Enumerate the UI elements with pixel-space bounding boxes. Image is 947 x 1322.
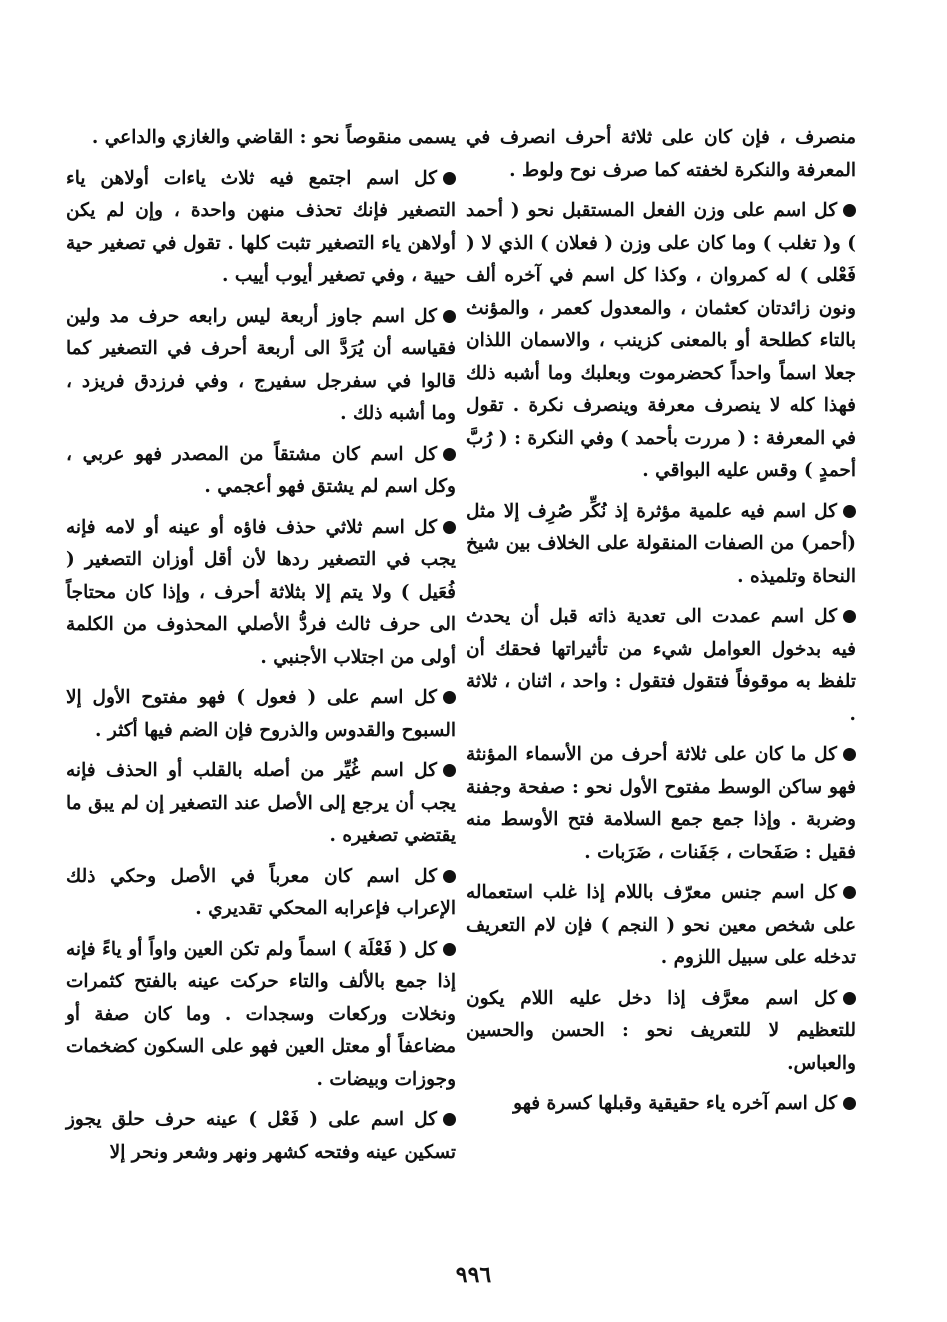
bullet-icon (443, 764, 456, 777)
paragraph (466, 739, 856, 869)
paragraph (466, 122, 856, 187)
paragraph-text: كل اسم اجتمع فيه ثلاث ياءات أولاهن ياء التصغير فإنك تحذف منهن واحدة ، وإن لم يكن أولاهن ياء التصغير تثبت كلها . تقول في تصغير حية حيية ، وفي تصغير أيوب أييب . (66, 167, 456, 286)
paragraph-text: كل اسم على ( فعول ) فهو مفتوح الأول إلا السبوح والقدوس والذروح فإن الضم فيها أكثر . (66, 687, 456, 741)
paragraph-text: كل اسم جاوز أربعة ليس رابعه حرف مد ولين فقياسه أن يُرَدَّ الى أربعة أحرف في التصغير كما قالوا في سفرجل سفيرج ، وفي فرزدق فريزد ، وما أشبه ذلك . (66, 305, 456, 424)
paragraph-text: كل ما كان على ثلاثة أحرف من الأسماء المؤنثة فهو ساكن الوسط مفتوح الأول نحو : صفحة وجفنة وضربة . وإذا جمع جمع السلامة فتح الأوسط منه فقيل : صَفَحات ، جَفَنات ، ضَرَبات . (466, 744, 856, 863)
paragraph (466, 877, 856, 975)
paragraph-text: كل اسم كان مشتقاً من المصدر فهو عربي ، وكل اسم لم يشتق فهو أعجمي . (66, 443, 456, 497)
bullet-icon (443, 172, 456, 185)
bullet-icon (443, 943, 456, 956)
bullet-icon (443, 448, 456, 461)
bullet-icon (843, 204, 856, 217)
paragraph (466, 601, 856, 731)
paragraph (466, 983, 856, 1081)
paragraph (66, 122, 456, 155)
bullet-icon (843, 1097, 856, 1110)
paragraph (66, 682, 456, 747)
bullet-icon (443, 310, 456, 323)
paragraph (66, 934, 456, 1097)
paragraph-text: كل اسم كان معرباً في الأصل وحكي ذلك الإعراب فإعرابه المحكي تقديري . (66, 865, 456, 919)
bullet-icon (843, 992, 856, 1005)
bullet-icon (443, 521, 456, 534)
paragraph (466, 195, 856, 488)
paragraph (66, 439, 456, 504)
bullet-icon (443, 1113, 456, 1126)
paragraph-text: كل اسم ثلاثي حذف فاؤه أو عينه أو لامه فإنه يجب في التصغير ردها لأن أقل أوزان التصغير ( فُعَيل ) ولا يتم إلا بثلاثة أحرف ، وإذا كان محتاجاً الى حرف ثالث فردُّ الأصلي المحذوف من الكلمة أولى من اجتلاب الأجنبي . (66, 516, 456, 668)
paragraph-text: كل اسم معرَّف إذا دخل عليه اللام يكون للتعظيم لا للتعريف نحو : الحسن والحسين والعباس. (466, 987, 856, 1074)
paragraph-text: يسمى منقوصاً نحو : القاضي والغازي والداعي . (91, 127, 456, 148)
paragraph (66, 512, 456, 675)
paragraph-text: كل اسم غُيِّر من أصله بالقلب أو الحذف فإنه يجب أن يرجع إلى الأصل عند التصغير إن لم يبق ما يقتضي تصغيره . (66, 760, 456, 846)
paragraph (466, 496, 856, 594)
bullet-icon (843, 748, 856, 761)
paragraph (466, 1088, 856, 1121)
left-column (66, 122, 456, 1177)
paragraph (66, 755, 456, 853)
paragraph-text: كل ( فَعْلَة ) اسماً ولم تكن العين واواً أو ياءً فإنه إذا جمع بالألف والتاء حركت عينه بالفتح كثمرات ونخلات وركعات وسجدات . وما كان صفة أو مضاعفاً أو معتل العين فهو على السكون كضخمات وجوزات وبيضات . (66, 938, 456, 1090)
paragraph-text: كل اسم على ( فَعْل ) عينه حرف حلق يجوز تسكين عينه وفتحه كشهر ونهر وشعر ونحر إلا (66, 1109, 456, 1163)
paragraph (66, 1104, 456, 1169)
bullet-icon (843, 886, 856, 899)
right-column (466, 122, 856, 1129)
bullet-icon (843, 610, 856, 623)
paragraph-text: كل اسم آخره ياء حقيقية وقبلها كسرة فهو (513, 1093, 837, 1114)
bullet-icon (443, 870, 456, 883)
bullet-icon (843, 505, 856, 518)
bullet-icon (443, 691, 456, 704)
paragraph-text: كل اسم فيه علمية مؤثرة إذ نُكِّر صُرِف إلا مثل (أحمر) من الصفات المنقولة على الخلاف بين شيخ النحاة وتلميذه . (466, 500, 856, 587)
paragraph (66, 861, 456, 926)
paragraph (66, 163, 456, 293)
page-number: ٩٩٦ (455, 1262, 492, 1288)
paragraph-text: كل اسم عمدت الى تعدية ذاته قبل أن يحدث فيه بدخول العوامل شيء من تأثيراتها فحقك أن تلفظ به موقوفاً فتقول فتقول : واحد ، اثنان ، ثلاثة . (466, 606, 856, 725)
paragraph (66, 301, 456, 431)
paragraph-text: كل اسم على وزن الفعل المستقبل نحو ( أحمد ) و( تغلب ) وما كان على وزن ( فعلان ) الذي لا ( فَعْلى ) له كمروان ، وكذا كل اسم في آخره ألف ونون زائدتان كعثمان ، والمعدول كعمر ، والمؤنث بالتاء كطلحة أو بالمعنى كزينب ، والاسمان اللذان جعلا اسماً واحداً كحضرموت وبعلبك وما أشبه ذلك فهذا كله لا ينصرف معرفة وينصرف نكرة . تقول في المعرفة : ( مررت بأحمد ) وفي النكرة : ( رُبَّ أحمدٍ ) وقس عليه البواقي . (466, 200, 856, 481)
paragraph-text: منصرف ، فإن كان على ثلاثة أحرف انصرف في المعرفة والنكرة لخفته كما صرف نوح ولوط . (466, 127, 856, 181)
paragraph-text: كل اسم جنس معرّف باللام إذا غلب استعماله على شخص معين نحو ( النجم ) فإن لام التعريف تدخله على سبيل اللزوم . (466, 882, 856, 968)
